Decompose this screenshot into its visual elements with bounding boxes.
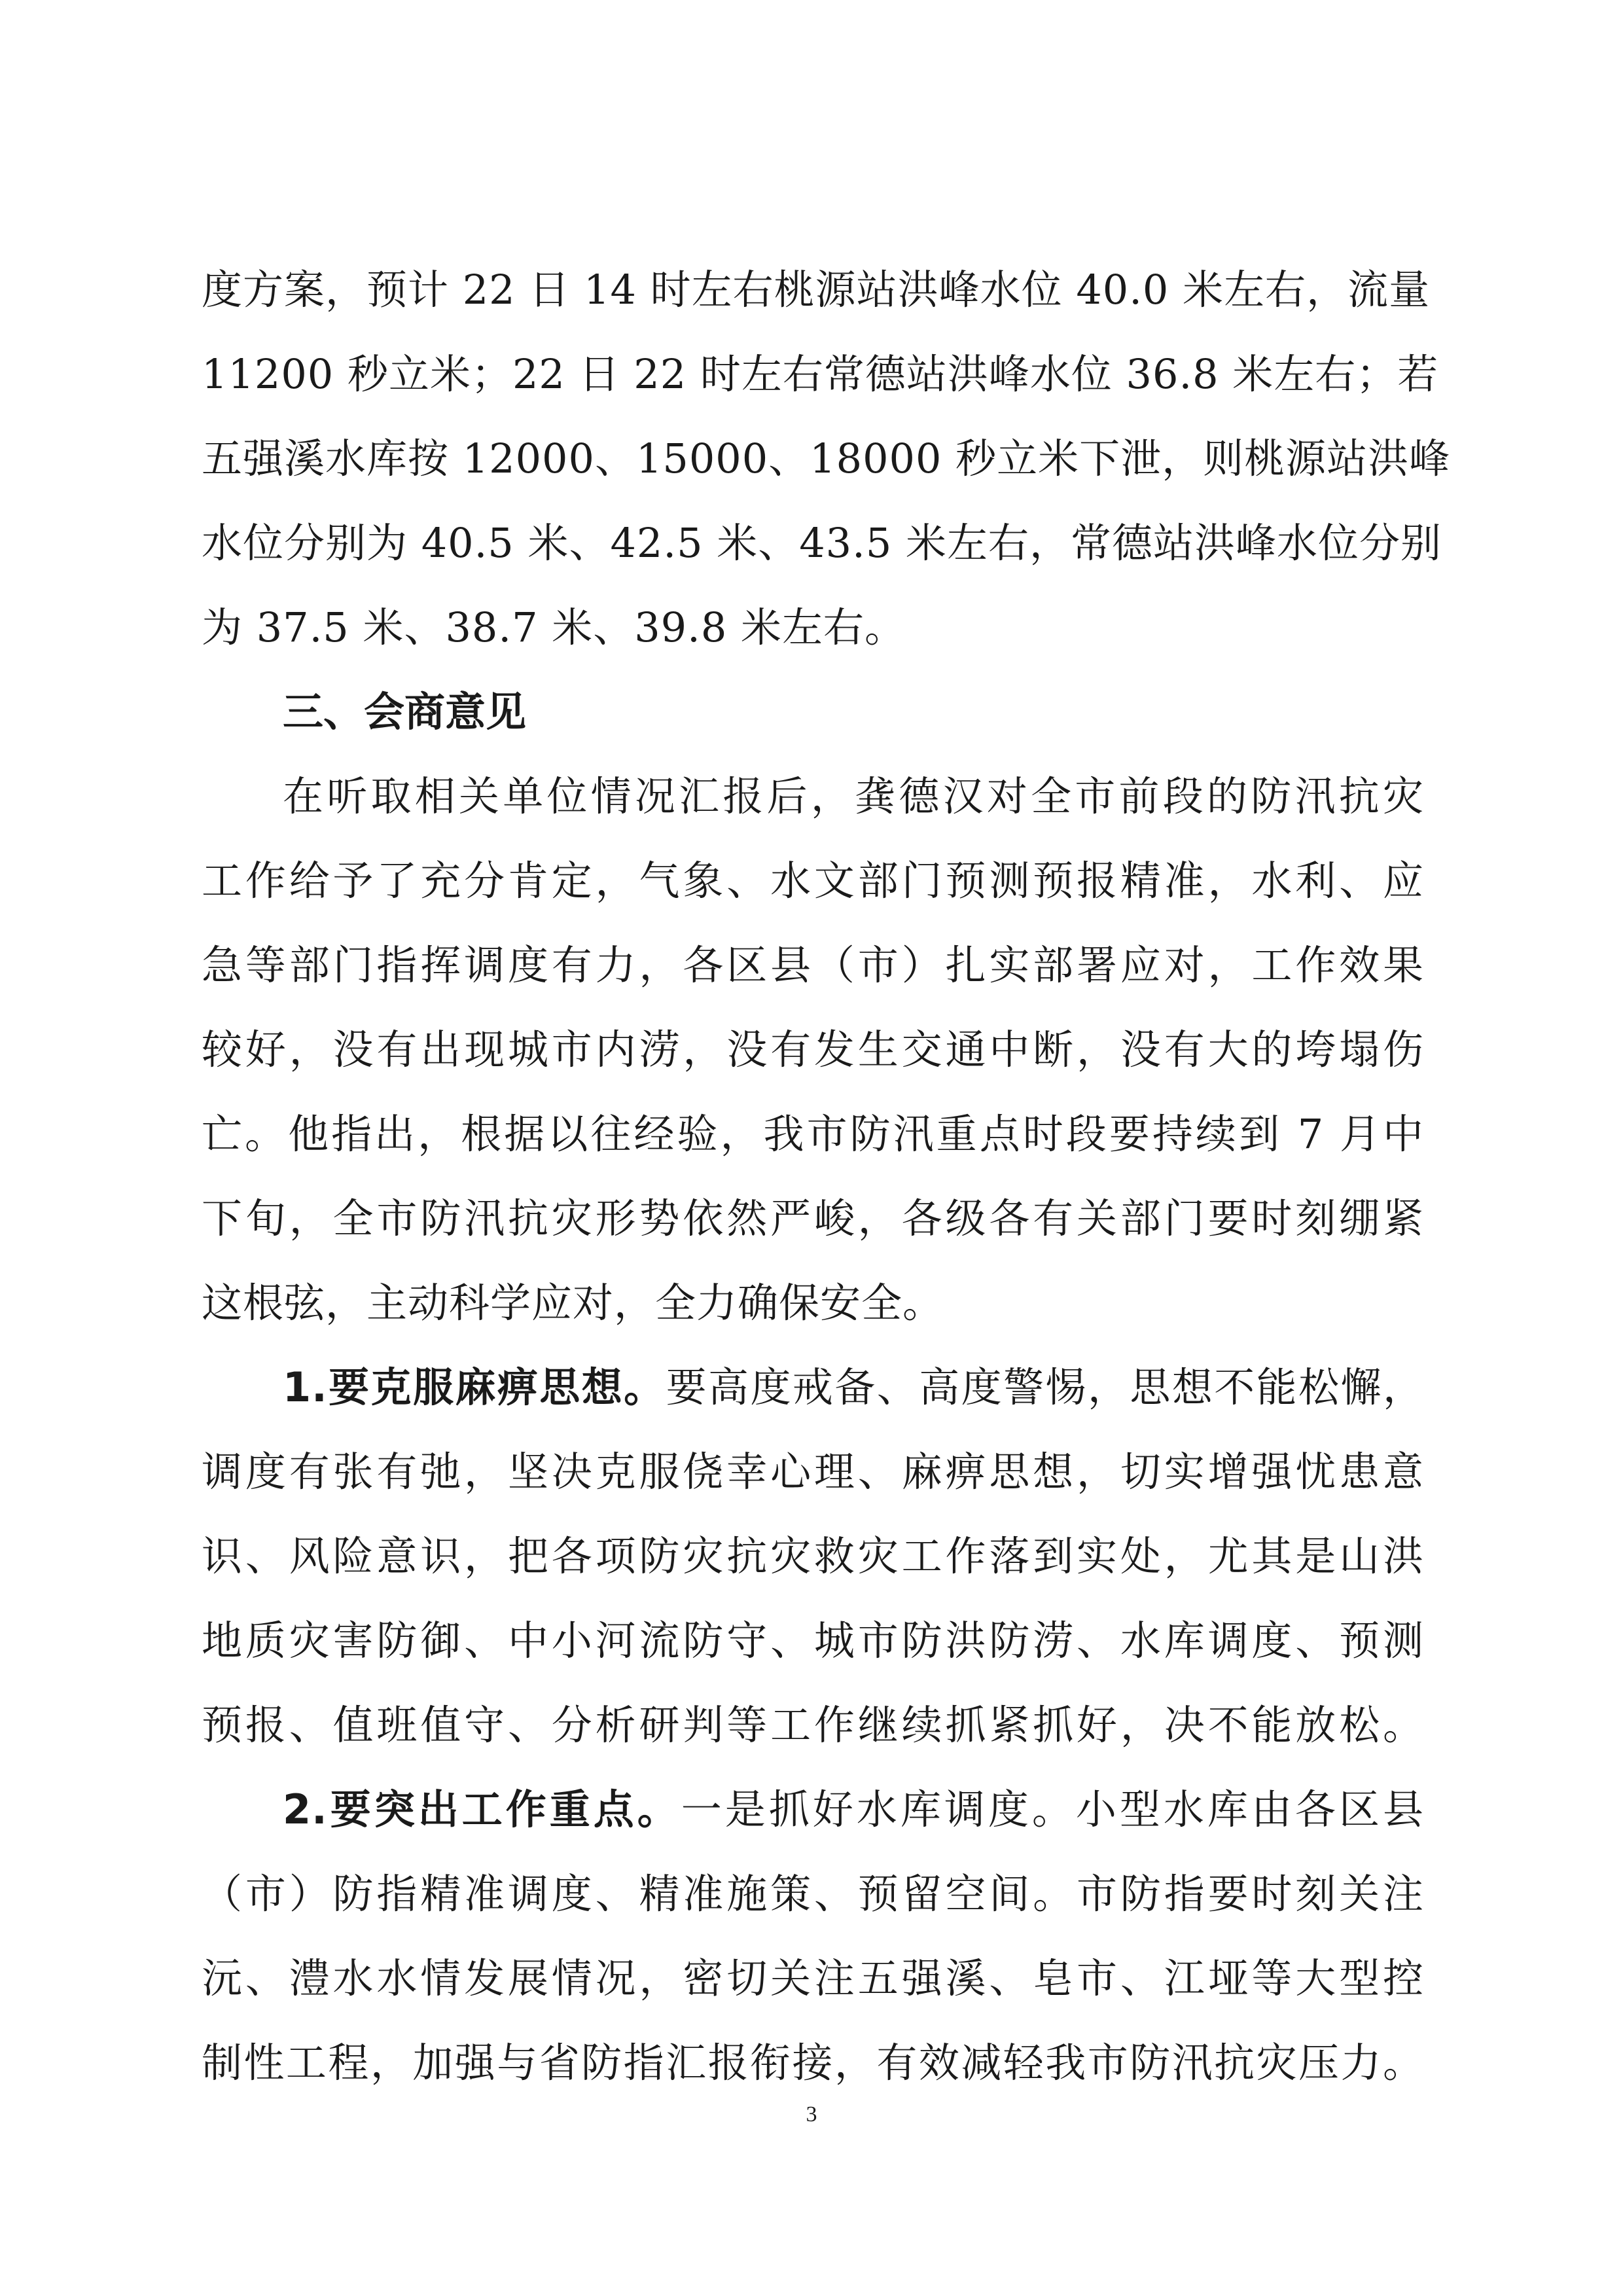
text-line: （市）防指精准调度、精准施策、预留空间。市防指要时刻关注	[202, 1870, 1424, 1918]
text-line	[202, 1767, 1424, 1852]
point-text: 要高度戒备、高度警惕，思想不能松懈，	[666, 1363, 1424, 1411]
text-line: 沅、澧水水情发展情况，密切关注五强溪、皂市、江垭等大型控	[202, 1954, 1424, 2002]
text-line: 地质灾害防御、中小河流防守、城市防洪防涝、水库调度、预测	[202, 1617, 1424, 1664]
text-line: 识、风险意识，把各项防灾抗灾救灾工作落到实处，尤其是山洪	[202, 1532, 1424, 1580]
text-line: 水位分别为 40.5 米、42.5 米、43.5 米左右，常德站洪峰水位分别	[202, 519, 1442, 567]
text-line: 五强溪水库按 12000、15000、18000 秒立米下泄，则桃源站洪峰	[202, 435, 1451, 482]
text-line: 为 37.5 米、38.7 米、39.8 米左右。	[202, 603, 906, 651]
section-heading: 三、会商意见	[283, 688, 527, 736]
page-number: 3	[806, 2102, 817, 2126]
text-line: 亡。他指出，根据以往经验，我市防汛重点时段要持续到 7 月中	[202, 1110, 1424, 1158]
point-lead: 1.要克服麻痹思想。	[283, 1363, 666, 1411]
point-lead: 2.要突出工作重点。	[283, 1785, 681, 1833]
text-line: 在听取相关单位情况汇报后，龚德汉对全市前段的防汛抗灾	[283, 772, 1424, 820]
text-line: 这根弦，主动科学应对，全力确保安全。	[202, 1279, 944, 1327]
paragraph-consultation-summary	[202, 754, 1424, 1345]
paragraph-overcome-complacency	[202, 1345, 1424, 1767]
text-line: 11200 秒立米；22 日 22 时左右常德站洪峰水位 36.8 米左右；若	[202, 350, 1439, 398]
paragraph-flood-forecast	[202, 247, 1451, 670]
text-line	[202, 1345, 1424, 1429]
text-line: 度方案，预计 22 日 14 时左右桃源站洪峰水位 40.0 米左右，流量	[202, 266, 1431, 314]
text-line: 预报、值班值守、分析研判等工作继续抓紧抓好，决不能放松。	[202, 1701, 1424, 1749]
text-line: 下旬，全市防汛抗灾形势依然严峻，各级各有关部门要时刻绷紧	[202, 1194, 1424, 1242]
text-line: 制性工程，加强与省防指汇报衔接，有效减轻我市防汛抗灾压力。	[202, 2039, 1424, 2087]
paragraph-focus-key-work	[202, 1767, 1424, 2105]
text-line: 工作给予了充分肯定，气象、水文部门预测预报精准，水利、应	[202, 857, 1424, 905]
text-line: 急等部门指挥调度有力，各区县（市）扎实部署应对，工作效果	[202, 941, 1424, 989]
text-line: 较好，没有出现城市内涝，没有发生交通中断，没有大的垮塌伤	[202, 1026, 1424, 1073]
point-text: 一是抓好水库调度。小型水库由各区县	[681, 1785, 1424, 1833]
text-line: 调度有张有弛，坚决克服侥幸心理、麻痹思想，切实增强忧患意	[202, 1448, 1424, 1496]
